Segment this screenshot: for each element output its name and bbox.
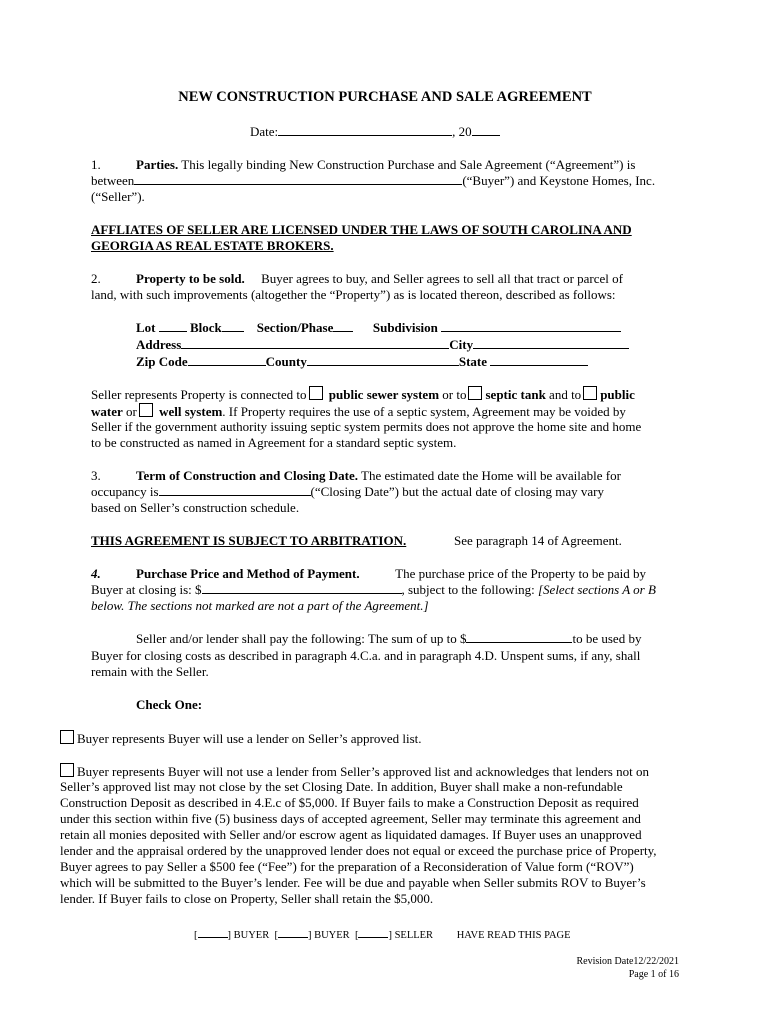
date-label: Date: [250, 124, 279, 139]
public-water-checkbox[interactable] [583, 386, 597, 400]
select-note-a: [Select sections A or B [537, 582, 656, 597]
option-a-text: Buyer represents Buyer will use a lender on Seller’s approved list. [77, 731, 422, 746]
option-a-checkbox[interactable] [60, 730, 74, 744]
section-1-line-3: (“Seller”). [91, 189, 145, 204]
section-3-number: 3. [91, 468, 101, 483]
section-3-text: The estimated date the Home will be available for [361, 468, 621, 483]
closing-date-blank[interactable] [159, 484, 311, 496]
option-b-line-5: retain all monies deposited with Seller and/or escrow agent as liquidated damages. If Buyer uses an unapproved [60, 827, 642, 842]
property-row-1 [136, 320, 621, 336]
purchase-price-blank[interactable] [202, 582, 402, 594]
seller-initials-field[interactable]: [ ] [354, 930, 392, 941]
septic-tank-label: septic tank [485, 387, 546, 402]
section-2-number: 2. [91, 271, 101, 286]
lot-label: Lot [136, 320, 156, 335]
subdivision-label: Subdivision [372, 320, 438, 335]
option-b-line-7: Buyer agrees to pay Seller a $500 fee (“Fee”) for the preparation of a Reconsideration of Value form (“ROV”) [60, 859, 634, 874]
septic-tank-checkbox[interactable] [468, 386, 482, 400]
option-b-checkbox[interactable] [60, 763, 74, 777]
public-label: public [600, 387, 635, 402]
public-sewer-checkbox[interactable] [309, 386, 323, 400]
date-blank[interactable] [278, 124, 452, 136]
section-2-heading: Property to be sold. [136, 271, 245, 286]
section-3-heading: Term of Construction and Closing Date. [136, 468, 358, 483]
check-one-heading: Check One: [136, 697, 203, 712]
section-1-text: This legally binding New Construction Purchase and Sale Agreement (“Agreement”) is [181, 157, 636, 172]
utilities-intro: Seller represents Property is connected to [91, 387, 307, 402]
section-3-line-1 [136, 468, 621, 484]
section-4-line-2 [91, 582, 656, 598]
option-b-line-6: lender and the appraisal ordered by the unapproved lender does not equal or exceed the purchase price of Property, [60, 843, 657, 858]
city-label: City [449, 337, 474, 352]
water-label: water [91, 404, 123, 419]
option-b-line-4: under this section within five (5) business days of accepted agreement, Seller may terminate this agreement and [60, 811, 641, 826]
section-3-line-3: based on Seller’s construction schedule. [91, 500, 300, 515]
section-2-line-2: land, with such improvements (altogether the “Property”) as is located thereon, described as follows: [91, 287, 616, 302]
well-system-label: well system [159, 404, 223, 419]
block-label: Block [190, 320, 222, 335]
section-1-heading: Parties. [136, 157, 179, 172]
buyer-1-label: BUYER [233, 930, 270, 941]
section-1-number: 1. [91, 157, 101, 172]
option-b-line-1 [60, 763, 649, 780]
occupancy-label: occupancy is [91, 484, 159, 499]
section-phase-blank[interactable] [333, 320, 353, 332]
closing-date-text: (“Closing Date”) but the actual date of closing may vary [310, 484, 604, 499]
closing-costs-use: to be used by [572, 631, 642, 646]
closing-costs-line-1 [136, 631, 641, 647]
option-b-line-8: which will be submitted to the Buyer’s lender. Fee will be due and payable when Seller submits ROV to Buyer’s [60, 875, 646, 890]
section-3-line-2 [91, 484, 604, 500]
buyer-1-initials-field[interactable]: [ ] [194, 930, 231, 941]
state-blank[interactable] [490, 354, 588, 366]
have-read-label: HAVE READ THIS PAGE [456, 930, 571, 941]
public-sewer-label: public sewer system [328, 387, 440, 402]
section-4-line-1 [136, 566, 646, 582]
state-label: State [458, 354, 488, 369]
county-blank[interactable] [307, 354, 459, 366]
closing-costs-line-2: Buyer for closing costs as described in paragraph 4.C.a. and in paragraph 4.D. Unspent sums, if any, shall [91, 648, 641, 663]
subdivision-blank[interactable] [441, 320, 621, 332]
city-blank[interactable] [473, 337, 629, 349]
zip-code-label: Zip Code [136, 354, 188, 369]
or-to-label: or to [442, 387, 467, 402]
buyer-seller-text: (“Buyer”) and Keystone Homes, Inc. [462, 173, 656, 188]
county-label: County [265, 354, 307, 369]
between-label: between [91, 173, 135, 188]
year-blank[interactable] [472, 124, 500, 136]
property-row-2 [136, 337, 629, 353]
and-to-label: and to [549, 387, 582, 402]
buyer-2-initials-field[interactable]: [ ] [274, 930, 312, 941]
subject-to-label: , subject to the following: [401, 582, 535, 597]
utilities-line-4: to be constructed as named in Agreement for a standard septic system. [91, 435, 457, 450]
block-blank[interactable] [222, 320, 244, 332]
page-number: Page 1 of 16 [628, 969, 679, 980]
section-1-line-1 [91, 157, 101, 173]
option-b-line-2: Seller’s approved list may not close by the set Closing Date. In addition, Buyer shall make a non-refundable [60, 779, 623, 794]
section-4-text: The purchase price of the Property to be paid by [395, 566, 647, 581]
section-4-line-3: below. The sections not marked are not a part of the Agreement.] [91, 598, 429, 613]
address-blank[interactable] [181, 337, 449, 349]
initials-footer [194, 928, 571, 944]
lot-blank[interactable] [159, 320, 187, 332]
option-a-row [60, 730, 422, 747]
well-system-checkbox[interactable] [139, 403, 153, 417]
section-phase-label: Section/Phase [256, 320, 334, 335]
utilities-line-2-rest: . If Property requires the use of a septic system, Agreement may be voided by [222, 404, 626, 419]
section-4-number: 4. [91, 566, 101, 581]
utilities-line-3: Seller if the government authority issuing septic system permits does not approve the home site and home [91, 419, 642, 434]
utilities-line-1 [91, 386, 635, 403]
closing-costs-amount-blank[interactable] [466, 631, 572, 643]
affiliates-notice-line-2: GEORGIA AS REAL ESTATE BROKERS. [91, 238, 334, 253]
utilities-line-2 [91, 403, 626, 420]
option-b-line-3: Construction Deposit as described in 4.E.c of $5,000. If Buyer fails to make a Construction Deposit as required [60, 795, 639, 810]
or-label: or [126, 404, 137, 419]
section-1-line-2 [91, 173, 655, 189]
revision-date: Revision Date12/22/2021 [576, 956, 679, 967]
date-suffix: , 20 [452, 124, 472, 139]
arbitration-heading: THIS AGREEMENT IS SUBJECT TO ARBITRATION. [91, 533, 407, 548]
affiliates-notice-line-1: AFFLIATES OF SELLER ARE LICENSED UNDER THE LAWS OF SOUTH CAROLINA AND [91, 222, 632, 237]
buyer-name-blank[interactable] [134, 173, 462, 185]
address-label: Address [136, 337, 182, 352]
buyer-2-label: BUYER [314, 930, 350, 941]
property-row-3 [136, 354, 588, 370]
arbitration-reference: See paragraph 14 of Agreement. [454, 533, 622, 548]
section-2-text: Buyer agrees to buy, and Seller agrees to sell all that tract or parcel of [261, 271, 623, 286]
option-b-text-1: Buyer represents Buyer will not use a lender from Seller’s approved list and acknowledges that lenders not on [77, 764, 649, 779]
zip-code-blank[interactable] [188, 354, 266, 366]
section-4-heading: Purchase Price and Method of Payment. [136, 566, 360, 581]
date-line [250, 124, 500, 140]
closing-costs-intro: Seller and/or lender shall pay the following: The sum of up to $ [136, 631, 467, 646]
buyer-closing-label: Buyer at closing is: $ [91, 582, 202, 597]
page-title: NEW CONSTRUCTION PURCHASE AND SALE AGREEMENT [178, 89, 592, 105]
seller-label: SELLER [394, 930, 434, 941]
option-b-line-9: lender. If Buyer fails to close on Property, Seller shall retain the $5,000. [60, 891, 434, 906]
closing-costs-line-3: remain with the Seller. [91, 664, 209, 679]
section-2-line-1 [136, 271, 623, 287]
section-1-line-1-text [136, 157, 635, 173]
